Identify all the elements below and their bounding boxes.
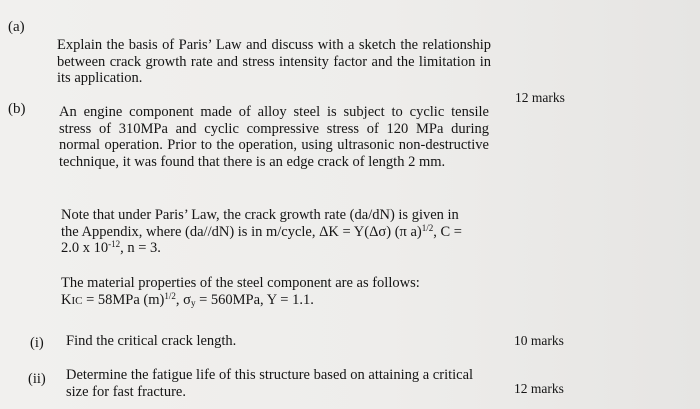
sub-i-question: Find the critical crack length.: [66, 333, 237, 349]
note-line-3: 2.0 x $10^{-12}$, n = 3.: [61, 239, 161, 256]
part-a-marks: 12 marks: [515, 90, 565, 105]
note-line-1: Note that under Paris’ Law, the crack growth rate (da/dN) is given in: [61, 207, 459, 223]
sub-ii-question: [66, 367, 506, 400]
part-b-label: (b): [8, 101, 26, 117]
note-paragraph: [61, 207, 493, 257]
sub-ii-marks: 12 marks: [514, 381, 564, 396]
sub-i-label: (i): [30, 335, 44, 351]
sub-ii-line-2: size for fast fracture.: [66, 383, 186, 400]
part-a-question: Explain the basis of Paris’ Law and discuss with a sketch the relationship between crack growth rate and stress intensity factor and the limitation in its application.: [57, 37, 491, 86]
note-line-2: the Appendix, where (da//dN) is in m/cycle, ΔK = Y(Δσ) (π a)$^{1/2}$, C =: [61, 222, 462, 240]
materials-line-2: KIC = 58MPa $(m)^{1/2}$, $\sigma_y = 560MPa$, Y = 1.1.: [61, 290, 314, 308]
materials-line-1: The material properties of the steel component are as follows:: [61, 275, 420, 291]
part-b-intro: An engine component made of alloy steel is subject to cyclic tensile stress of 310MPa and cyclic compressive stress of 120 MPa during normal operation. Prior to the operation, using ultrasonic non-destructive technique, it was found that there is an edge crack of length 2 mm.: [59, 104, 489, 170]
sub-ii-line-1: Determine the fatigue life of this structure based on attaining a critical: [66, 367, 474, 383]
material-properties: [61, 275, 493, 309]
part-a-label: (a): [8, 19, 25, 35]
sub-i-marks: 10 marks: [514, 333, 564, 348]
sub-ii-label: (ii): [28, 371, 46, 387]
